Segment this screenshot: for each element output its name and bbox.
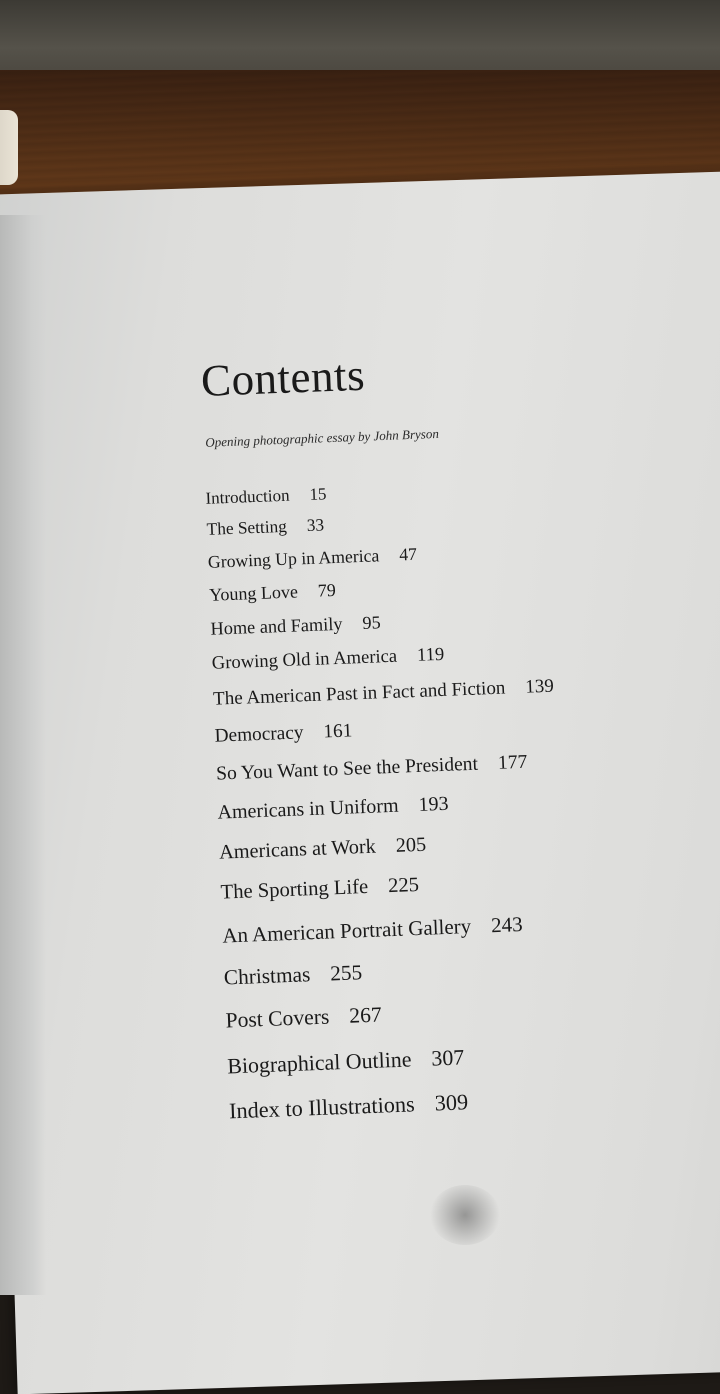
toc-entry-page: 225: [387, 874, 420, 898]
toc-entry-title: Home and Family: [210, 613, 343, 639]
toc-entry-page: 119: [416, 644, 445, 667]
page-gutter: [0, 215, 46, 1295]
toc-entry-page: 95: [362, 611, 382, 633]
toc-entry-page: 33: [306, 515, 325, 536]
toc-entry-title: The Sporting Life: [220, 876, 369, 904]
toc-entry-title: Christmas: [223, 962, 311, 990]
toc-entry-page: 243: [490, 911, 524, 937]
smudge-mark: [430, 1185, 500, 1245]
toc-entry-title: Americans at Work: [218, 835, 377, 864]
toc-entry-page: 161: [323, 720, 353, 743]
toc-entry-title: An American Portrait Gallery: [221, 913, 472, 948]
toc-entry-title: Post Covers: [225, 1004, 330, 1033]
toc-entry-page: 15: [309, 484, 327, 504]
toc-entry-page: 47: [398, 543, 418, 565]
contents-block: [200, 342, 571, 1145]
toc-entry-title: Growing Up in America: [207, 545, 380, 572]
toc-entry-title: Americans in Uniform: [217, 794, 399, 824]
toc-entry-page: 255: [329, 960, 363, 986]
toc-entry-title: So You Want to See the President: [215, 753, 479, 785]
table-of-contents: [205, 476, 571, 1145]
toc-entry-page: 79: [317, 579, 337, 601]
subtitle: Opening photographic essay by John Bryson: [205, 425, 440, 450]
toc-entry-title: The American Past in Fact and Fiction: [212, 677, 506, 711]
toc-entry-page: 309: [434, 1089, 469, 1116]
background-wall: [0, 0, 720, 80]
toc-entry-page: 177: [497, 751, 528, 774]
toc-entry-title: Introduction: [205, 485, 290, 508]
toc-entry-title: Index to Illustrations: [228, 1091, 416, 1124]
cup-edge: [0, 110, 18, 185]
toc-entry-title: Growing Old in America: [211, 646, 398, 675]
toc-entry-page: 267: [348, 1002, 383, 1029]
toc-entry-page: 139: [524, 675, 555, 699]
toc-entry-title: Young Love: [208, 581, 299, 605]
toc-entry-title: Biographical Outline: [226, 1046, 412, 1079]
toc-entry-title: The Setting: [206, 516, 288, 539]
page-title: Contents: [200, 349, 366, 406]
toc-entry-page: 193: [418, 792, 449, 817]
toc-entry-title: Democracy: [214, 722, 304, 747]
toc-entry-page: 205: [395, 833, 427, 857]
toc-entry-page: 307: [430, 1044, 465, 1071]
